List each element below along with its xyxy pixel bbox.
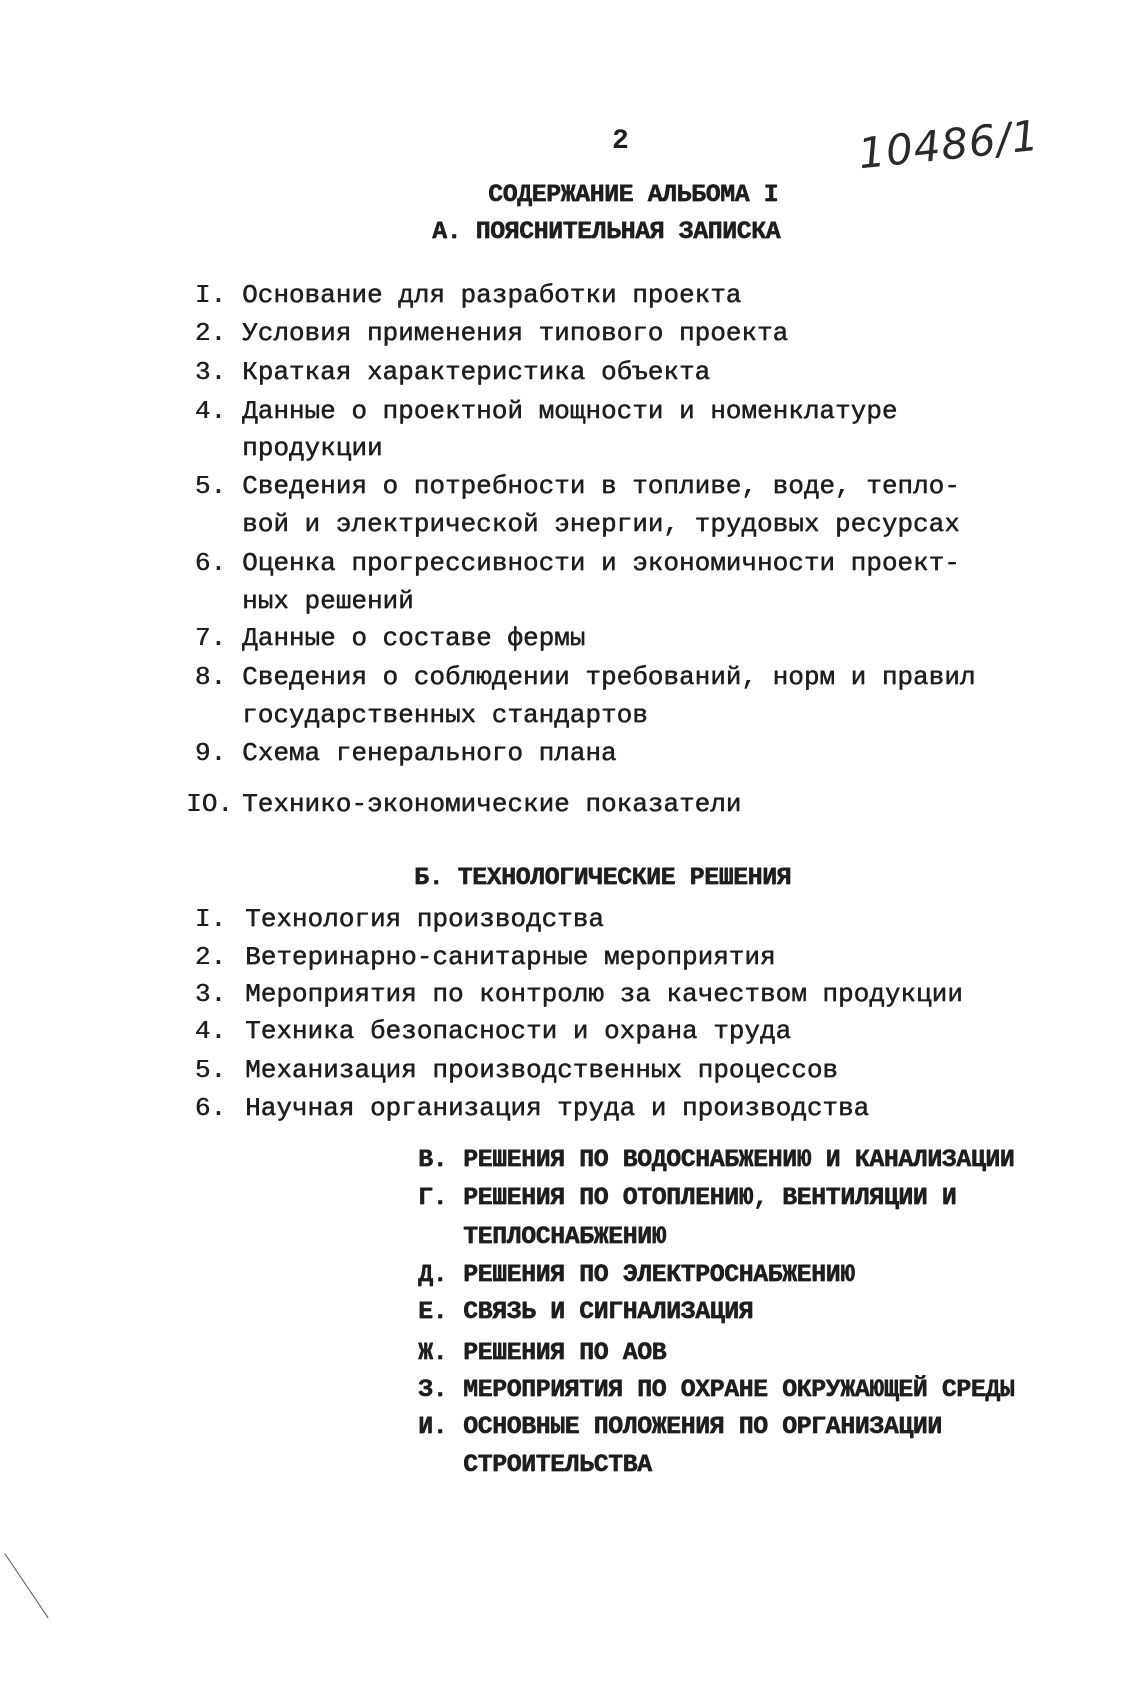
item-number: 5.: [194, 471, 226, 501]
item-number: I.: [194, 904, 226, 934]
item-number: 4.: [194, 1016, 226, 1046]
section-letter: Ж.: [418, 1338, 448, 1367]
list-item: Условия применения типового проекта: [242, 318, 789, 348]
item-number: I.: [194, 280, 226, 310]
section-letter: Г.: [418, 1183, 448, 1212]
list-item: Техника безопасности и охрана труда: [245, 1016, 792, 1046]
list-item: Основание для разработки проекта: [242, 280, 742, 310]
list-item-continuation: вой и электрической энергии, трудовых ресурсах: [242, 509, 960, 539]
section-title: РЕШЕНИЯ ПО АОВ: [463, 1338, 667, 1367]
list-item: Данные о проектной мощности и номенклатуре: [242, 396, 898, 426]
section-a-heading: А. ПОЯСНИТЕЛЬНАЯ ЗАПИСКА: [432, 217, 781, 246]
list-item-continuation: ных решений: [242, 586, 414, 616]
item-number: 8.: [194, 662, 226, 692]
list-item: Схема генерального плана: [242, 738, 617, 768]
item-number: 9.: [194, 738, 226, 768]
list-item: Оценка прогрессивности и экономичности проект-: [242, 548, 960, 578]
contents-title: СОДЕРЖАНИЕ АЛЬБОМА I: [488, 180, 779, 209]
item-number: 3.: [194, 357, 226, 387]
item-number: 2.: [194, 942, 226, 972]
scan-mark-line: [4, 1553, 48, 1618]
list-item: Технико-экономические показатели: [242, 789, 742, 819]
item-number: 2.: [194, 318, 226, 348]
list-item: Ветеринарно-санитарные мероприятия: [245, 942, 776, 972]
section-title: ОСНОВНЫЕ ПОЛОЖЕНИЯ ПО ОРГАНИЗАЦИИ: [463, 1412, 942, 1441]
section-b-heading: Б. ТЕХНОЛОГИЧЕСКИЕ РЕШЕНИЯ: [414, 863, 792, 892]
section-title: СВЯЗЬ И СИГНАЛИЗАЦИЯ: [463, 1297, 754, 1326]
list-item-continuation: продукции: [242, 433, 383, 463]
section-title: РЕШЕНИЯ ПО ВОДОСНАБЖЕНИЮ И КАНАЛИЗАЦИИ: [463, 1145, 1015, 1174]
section-letter: З.: [418, 1375, 448, 1404]
section-title: РЕШЕНИЯ ПО ОТОПЛЕНИЮ, ВЕНТИЛЯЦИИ И: [463, 1183, 957, 1212]
section-title: МЕРОПРИЯТИЯ ПО ОХРАНЕ ОКРУЖАЮЩЕЙ СРЕДЫ: [463, 1375, 1015, 1404]
item-number: 4.: [194, 396, 226, 426]
list-item: Мероприятия по контролю за качеством продукции: [245, 979, 963, 1009]
list-item: Научная организация труда и производства: [245, 1093, 870, 1123]
list-item: Технология производства: [245, 904, 604, 934]
section-title: РЕШЕНИЯ ПО ЭЛЕКТРОСНАБЖЕНИЮ: [463, 1260, 855, 1289]
list-item-continuation: государственных стандартов: [242, 700, 648, 730]
list-item: Сведения о соблюдении требований, норм и правил: [242, 662, 976, 692]
section-letter: Е.: [418, 1297, 448, 1326]
section-title-continuation: СТРОИТЕЛЬСТВА: [463, 1450, 652, 1479]
item-number: 3.: [194, 979, 226, 1009]
item-number: IO.: [186, 789, 233, 819]
section-title-continuation: ТЕПЛОСНАБЖЕНИЮ: [463, 1222, 667, 1251]
item-number: 7.: [194, 623, 226, 653]
section-letter: В.: [418, 1145, 448, 1174]
section-letter: Д.: [418, 1260, 448, 1289]
page-number: 2: [612, 126, 629, 157]
list-item: Краткая характеристика объекта: [242, 357, 711, 387]
list-item: Данные о составе фермы: [242, 623, 586, 653]
item-number: 5.: [194, 1055, 226, 1085]
item-number: 6.: [194, 548, 226, 578]
section-letter: И.: [418, 1412, 448, 1441]
list-item: Механизация производственных процессов: [245, 1055, 838, 1085]
list-item: Сведения о потребности в топливе, воде, тепло-: [242, 471, 960, 501]
item-number: 6.: [194, 1093, 226, 1123]
handwritten-document-number: 10486/1: [855, 110, 1042, 179]
